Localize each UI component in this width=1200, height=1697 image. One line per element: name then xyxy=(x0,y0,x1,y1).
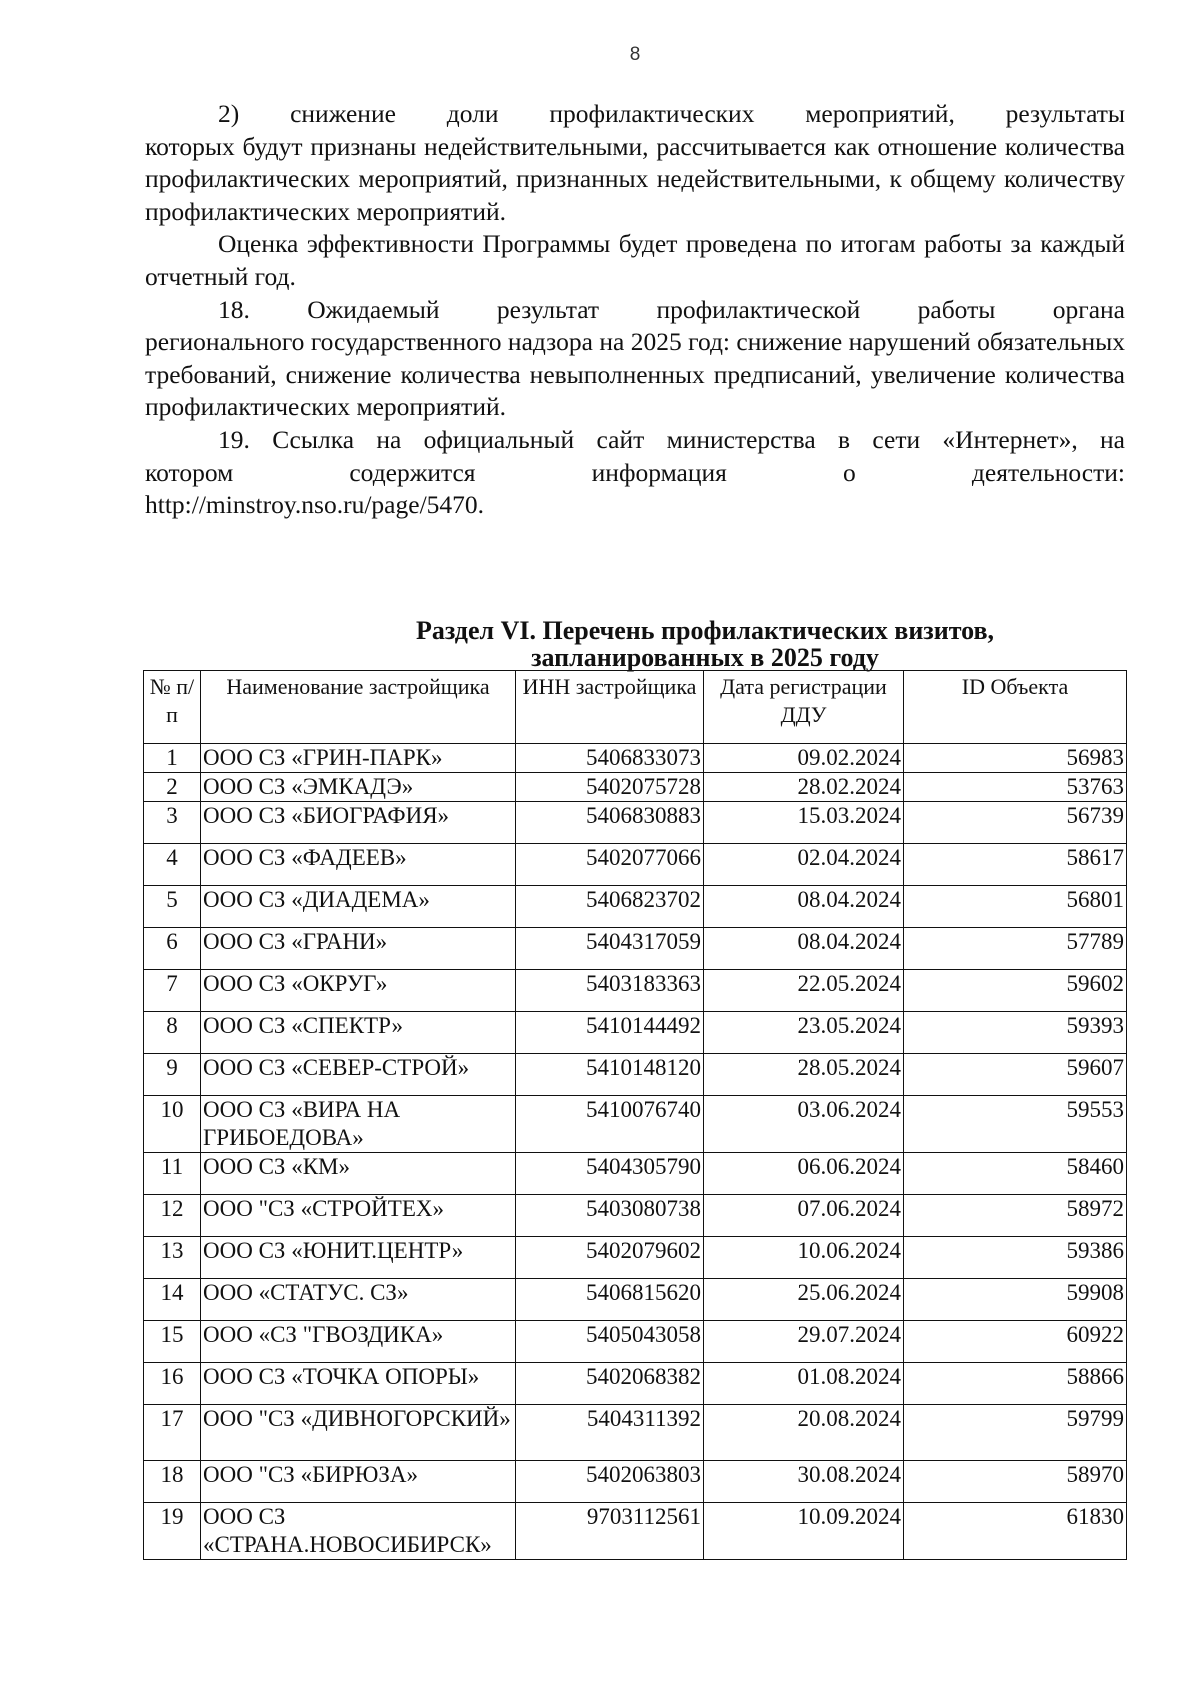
paragraph-18-rest: регионального государственного надзора на 2025 год: снижение нарушений обязательных требований, снижение количества невыполненных предписаний, увеличение количества профилактических мероприятий. xyxy=(145,327,1125,422)
row-number: 12 xyxy=(144,1195,201,1237)
row-number: 2 xyxy=(144,773,201,802)
company-name: ООО СЗ «СПЕКТР» xyxy=(201,1012,516,1054)
row-number: 18 xyxy=(144,1461,201,1503)
section-title-line1: Раздел VI. Перечень профилактических визитов, xyxy=(415,616,995,645)
row-number: 17 xyxy=(144,1405,201,1461)
object-id: 56739 xyxy=(904,802,1127,844)
table-row xyxy=(144,1363,1127,1405)
table-row xyxy=(144,773,1127,802)
inn-value: 5402077066 xyxy=(516,844,704,886)
company-name: ООО СЗ «ТОЧКА ОПОРЫ» xyxy=(201,1363,516,1405)
object-id: 60922 xyxy=(904,1321,1127,1363)
ddu-date: 02.04.2024 xyxy=(704,844,904,886)
ddu-date: 10.09.2024 xyxy=(704,1503,904,1560)
row-number: 10 xyxy=(144,1096,201,1153)
inn-value: 5404311392 xyxy=(516,1405,704,1461)
website-link[interactable]: http://minstroy.nso.ru/page/5470. xyxy=(145,490,485,520)
table-row xyxy=(144,1012,1127,1054)
table-row xyxy=(144,1461,1127,1503)
row-number: 5 xyxy=(144,886,201,928)
inn-value: 5402063803 xyxy=(516,1461,704,1503)
company-name: ООО СЗ «ДИАДЕМА» xyxy=(201,886,516,928)
object-id: 59553 xyxy=(904,1096,1127,1153)
inn-value: 5404317059 xyxy=(516,928,704,970)
inn-value: 5410148120 xyxy=(516,1054,704,1096)
company-name: ООО "СЗ «СТРОЙТЕХ» xyxy=(201,1195,516,1237)
object-id: 56801 xyxy=(904,886,1127,928)
row-number: 19 xyxy=(144,1503,201,1560)
inn-value: 5406830883 xyxy=(516,802,704,844)
row-number: 7 xyxy=(144,970,201,1012)
company-name: ООО СЗ «КМ» xyxy=(201,1153,516,1195)
object-id: 58970 xyxy=(904,1461,1127,1503)
table-row xyxy=(144,1054,1127,1096)
inn-value: 5410144492 xyxy=(516,1012,704,1054)
company-name: ООО СЗ «ГРИН-ПАРК» xyxy=(201,744,516,773)
inn-value: 5403183363 xyxy=(516,970,704,1012)
object-id: 57789 xyxy=(904,928,1127,970)
table-row xyxy=(144,1096,1127,1153)
row-number: 8 xyxy=(144,1012,201,1054)
ddu-date: 01.08.2024 xyxy=(704,1363,904,1405)
object-id: 53763 xyxy=(904,773,1127,802)
header-num: № п/п xyxy=(144,671,201,744)
table-body xyxy=(144,744,1127,1560)
inn-value: 5404305790 xyxy=(516,1153,704,1195)
company-name: ООО СЗ «ОКРУГ» xyxy=(201,970,516,1012)
company-name: ООО СЗ «ЮНИТ.ЦЕНТР» xyxy=(201,1237,516,1279)
object-id: 58617 xyxy=(904,844,1127,886)
ddu-date: 08.04.2024 xyxy=(704,886,904,928)
object-id: 59393 xyxy=(904,1012,1127,1054)
table-row xyxy=(144,1237,1127,1279)
section-title xyxy=(330,617,1080,671)
paragraph-19-line2: котором содержится информация о деятельности: xyxy=(145,457,1125,487)
inn-value: 5402075728 xyxy=(516,773,704,802)
row-number: 15 xyxy=(144,1321,201,1363)
ddu-date: 09.02.2024 xyxy=(704,744,904,773)
row-number: 9 xyxy=(144,1054,201,1096)
table-header-row xyxy=(144,671,1127,744)
company-name: ООО СЗ «СЕВЕР-СТРОЙ» xyxy=(201,1054,516,1096)
company-name: ООО «СТАТУС. СЗ» xyxy=(201,1279,516,1321)
company-name: ООО СЗ «ЭМКАДЭ» xyxy=(201,773,516,802)
row-number: 4 xyxy=(144,844,201,886)
object-id: 59386 xyxy=(904,1237,1127,1279)
table-row xyxy=(144,744,1127,773)
table-row xyxy=(144,1153,1127,1195)
header-id: ID Объекта xyxy=(904,671,1127,744)
object-id: 59602 xyxy=(904,970,1127,1012)
ddu-date: 30.08.2024 xyxy=(704,1461,904,1503)
header-inn: ИНН застройщика xyxy=(516,671,704,744)
row-number: 3 xyxy=(144,802,201,844)
object-id: 61830 xyxy=(904,1503,1127,1560)
row-number: 13 xyxy=(144,1237,201,1279)
ddu-date: 25.06.2024 xyxy=(704,1279,904,1321)
table-row xyxy=(144,844,1127,886)
paragraph-18-line1: 18. Ожидаемый результат профилактической работы органа xyxy=(218,294,1125,324)
table-row xyxy=(144,970,1127,1012)
company-name: ООО СЗ «ВИРА НА ГРИБОЕДОВА» xyxy=(201,1096,516,1153)
row-number: 6 xyxy=(144,928,201,970)
ddu-date: 08.04.2024 xyxy=(704,928,904,970)
table-row xyxy=(144,1503,1127,1560)
company-name: ООО СЗ «ГРАНИ» xyxy=(201,928,516,970)
paragraph-2-rest: которых будут признаны недействительными, рассчитывается как отношение количества профилактических мероприятий, признанных недействительными, к общему количеству профилактических мероприятий. xyxy=(145,131,1125,226)
company-name: ООО СЗ «СТРАНА.НОВОСИБИРСК» xyxy=(201,1503,516,1560)
inn-value: 5405043058 xyxy=(516,1321,704,1363)
inn-value: 5403080738 xyxy=(516,1195,704,1237)
object-id: 56983 xyxy=(904,744,1127,773)
header-name: Наименование застройщика xyxy=(201,671,516,744)
header-date: Дата регистрации ДДУ xyxy=(704,671,904,744)
company-name: ООО "СЗ «ДИВНОГОРСКИЙ» xyxy=(201,1405,516,1461)
ddu-date: 20.08.2024 xyxy=(704,1405,904,1461)
ddu-date: 28.02.2024 xyxy=(704,773,904,802)
inn-value: 5402079602 xyxy=(516,1237,704,1279)
inn-value: 5406823702 xyxy=(516,886,704,928)
ddu-date: 22.05.2024 xyxy=(704,970,904,1012)
ddu-date: 28.05.2024 xyxy=(704,1054,904,1096)
inn-value: 5406833073 xyxy=(516,744,704,773)
table-row xyxy=(144,1195,1127,1237)
object-id: 59607 xyxy=(904,1054,1127,1096)
ddu-date: 06.06.2024 xyxy=(704,1153,904,1195)
object-id: 58866 xyxy=(904,1363,1127,1405)
page-number: 8 xyxy=(629,44,641,65)
body-text xyxy=(145,98,1125,522)
row-number: 1 xyxy=(144,744,201,773)
ddu-date: 29.07.2024 xyxy=(704,1321,904,1363)
row-number: 11 xyxy=(144,1153,201,1195)
paragraph-2-line1: 2) снижение доли профилактических мероприятий, результаты xyxy=(218,99,1125,128)
row-number: 16 xyxy=(144,1363,201,1405)
table-row xyxy=(144,1279,1127,1321)
table-row xyxy=(144,802,1127,844)
inn-value: 5406815620 xyxy=(516,1279,704,1321)
company-name: ООО «СЗ "ГВОЗДИКА» xyxy=(201,1321,516,1363)
ddu-date: 03.06.2024 xyxy=(704,1096,904,1153)
ddu-date: 07.06.2024 xyxy=(704,1195,904,1237)
paragraph-evaluation: Оценка эффективности Программы будет проведена по итогам работы за каждый отчетный год. xyxy=(145,229,1125,291)
ddu-date: 10.06.2024 xyxy=(704,1237,904,1279)
table-row xyxy=(144,1321,1127,1363)
object-id: 59799 xyxy=(904,1405,1127,1461)
ddu-date: 23.05.2024 xyxy=(704,1012,904,1054)
inn-value: 5402068382 xyxy=(516,1363,704,1405)
object-id: 59908 xyxy=(904,1279,1127,1321)
visits-table xyxy=(143,670,1127,1560)
inn-value: 5410076740 xyxy=(516,1096,704,1153)
company-name: ООО "СЗ «БИРЮЗА» xyxy=(201,1461,516,1503)
company-name: ООО СЗ «ФАДЕЕВ» xyxy=(201,844,516,886)
table-row xyxy=(144,1405,1127,1461)
ddu-date: 15.03.2024 xyxy=(704,802,904,844)
table-row xyxy=(144,928,1127,970)
inn-value: 9703112561 xyxy=(516,1503,704,1560)
company-name: ООО СЗ «БИОГРАФИЯ» xyxy=(201,802,516,844)
paragraph-19-line1: 19. Ссылка на официальный сайт министерства в сети «Интернет», на xyxy=(218,424,1125,454)
section-title-line2: запланированных в 2025 году xyxy=(531,643,879,672)
table-row xyxy=(144,886,1127,928)
row-number: 14 xyxy=(144,1279,201,1321)
object-id: 58460 xyxy=(904,1153,1127,1195)
object-id: 58972 xyxy=(904,1195,1127,1237)
